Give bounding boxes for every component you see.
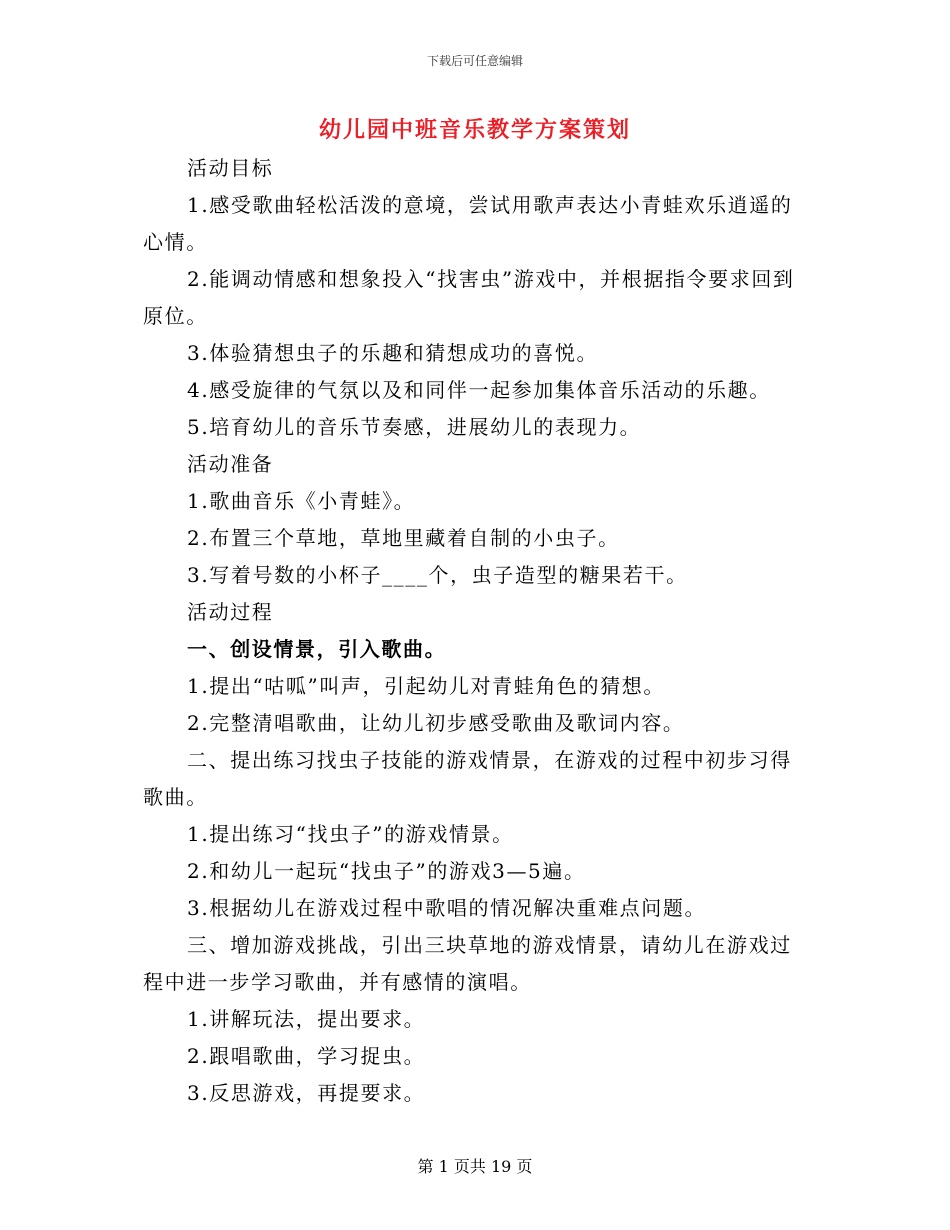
section-heading-process: 活动过程 <box>187 600 274 624</box>
process-step-heading: 二、提出练习找虫子技能的游戏情景，在游戏的过程中初步习得歌曲。 <box>143 748 792 809</box>
process-item: 1.讲解玩法，提出要求。 <box>187 1007 426 1031</box>
page-header-note: 下载后可任意编辑 <box>426 54 523 68</box>
goal-item: 2.能调动情感和想象投入“找害虫”游戏中，并根据指令要求回到原位。 <box>143 267 795 328</box>
preparation-item: 2.布置三个草地，草地里藏着自制的小虫子。 <box>187 526 620 550</box>
section-heading-goals: 活动目标 <box>187 156 274 180</box>
page-number: 第 1 页共 19 页 <box>417 1157 533 1176</box>
process-item: 3.反思游戏，再提要求。 <box>187 1081 426 1105</box>
process-item: 1.提出练习“找虫子”的游戏情景。 <box>187 822 514 846</box>
process-item: 2.和幼儿一起玩“找虫子”的游戏3—5遍。 <box>187 859 586 883</box>
process-step-heading: 三、增加游戏挑战，引出三块草地的游戏情景，请幼儿在游戏过程中进一步学习歌曲，并有感情的演唱。 <box>143 933 792 994</box>
process-step-heading: 一、创设情景，引入歌曲。 <box>187 637 447 661</box>
preparation-item: 3.写着号数的小杯子____个，虫子造型的糖果若干。 <box>187 563 688 587</box>
process-item: 2.跟唱歌曲，学习捉虫。 <box>187 1044 426 1068</box>
section-heading-preparation: 活动准备 <box>187 452 274 476</box>
preparation-item: 1.歌曲音乐《小青蛙》。 <box>187 489 416 513</box>
goal-item: 3.体验猜想虫子的乐趣和猜想成功的喜悦。 <box>187 341 599 365</box>
document-title: 幼儿园中班音乐教学方案策划 <box>318 117 631 143</box>
goal-item: 5.培育幼儿的音乐节奏感，进展幼儿的表现力。 <box>187 415 642 439</box>
goal-item: 4.感受旋律的气氛以及和同伴一起参加集体音乐活动的乐趣。 <box>187 378 771 402</box>
process-item: 1.提出“咕呱”叫声，引起幼儿对青蛙角色的猜想。 <box>187 674 665 698</box>
process-item: 3.根据幼儿在游戏过程中歌唱的情况解决重难点问题。 <box>187 896 707 920</box>
document-body <box>143 150 803 1112</box>
process-item: 2.完整清唱歌曲，让幼儿初步感受歌曲及歌词内容。 <box>187 711 685 735</box>
goal-item: 1.感受歌曲轻松活泼的意境，尝试用歌声表达小青蛙欢乐逍遥的心情。 <box>143 193 793 254</box>
